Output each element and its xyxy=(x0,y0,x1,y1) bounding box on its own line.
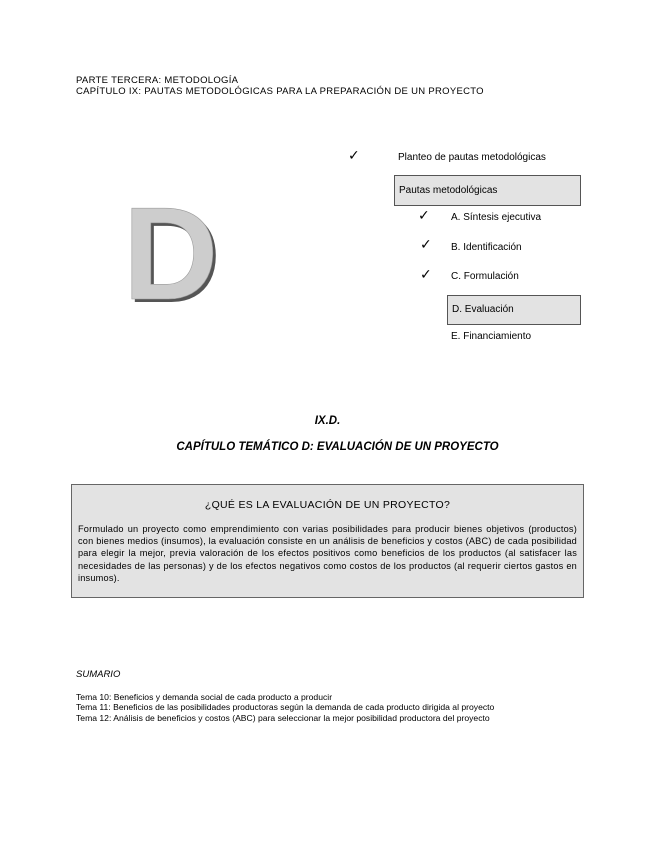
chapter-heading: CAPÍTULO IX: PAUTAS METODOLÓGICAS PARA LA PREPARACIÓN DE UN PROYECTO xyxy=(76,86,484,97)
nav-box-pautas-label: Pautas metodológicas xyxy=(399,184,498,196)
nav-item-a: A. Síntesis ejecutiva xyxy=(451,212,542,223)
summary-topic: Tema 12: Análisis de beneficios y costos (ABC) para seleccionar la mejor posibilidad productora del proyecto xyxy=(76,712,490,723)
checkmark-icon: ✓ xyxy=(418,207,430,223)
big-letter-d: D xyxy=(123,180,219,327)
summary-topic: Tema 11: Beneficios de las posibilidades productoras según la demanda de cada producto dirigida al proyecto xyxy=(76,702,495,713)
part-title: PARTE TERCERA: METODOLOGÍA xyxy=(76,75,239,86)
chapter-code: IX.D. xyxy=(314,415,341,427)
nav-box-pautas xyxy=(394,175,581,206)
nav-item-c: C. Formulación xyxy=(451,271,519,282)
checkmark-icon: ✓ xyxy=(348,147,360,163)
chapter-title: CAPÍTULO TEMÁTICO D: EVALUACIÓN DE UN PROYECTO xyxy=(176,441,499,453)
nav-item-b: B. Identificación xyxy=(451,242,522,253)
definition-box xyxy=(71,484,584,598)
nav-item-planteo: Planteo de pautas metodológicas xyxy=(398,152,546,163)
checkmark-icon: ✓ xyxy=(420,236,432,252)
summary-topic: Tema 10: Beneficios y demanda social de cada producto a producir xyxy=(76,692,333,702)
page-header xyxy=(76,75,484,97)
nav-item-d: D. Evaluación xyxy=(452,304,514,315)
nav-item-e: E. Financiamiento xyxy=(451,331,532,342)
definition-question: ¿QUÉ ES LA EVALUACIÓN DE UN PROYECTO? xyxy=(204,499,451,511)
summary-topics xyxy=(76,692,494,723)
definition-body: Formulado un proyecto como emprendimiento con varias posibilidades para producir bienes objetivos (productos) con bienes medios (insumos), la evaluación consiste en un análisis de beneficios y costos (ABC) de cada posibilidad para elegir la mejor, previa valoración de los efectos positivos como beneficios de los productos (al satisfacer las necesidades de las personas) y de los efectos negativos como costos de los productos (al requerir ciertos gastos en insumos). xyxy=(78,524,577,583)
nav-item-d-current xyxy=(447,295,581,325)
summary-title: SUMARIO xyxy=(76,669,121,680)
checkmark-icon: ✓ xyxy=(420,266,432,282)
